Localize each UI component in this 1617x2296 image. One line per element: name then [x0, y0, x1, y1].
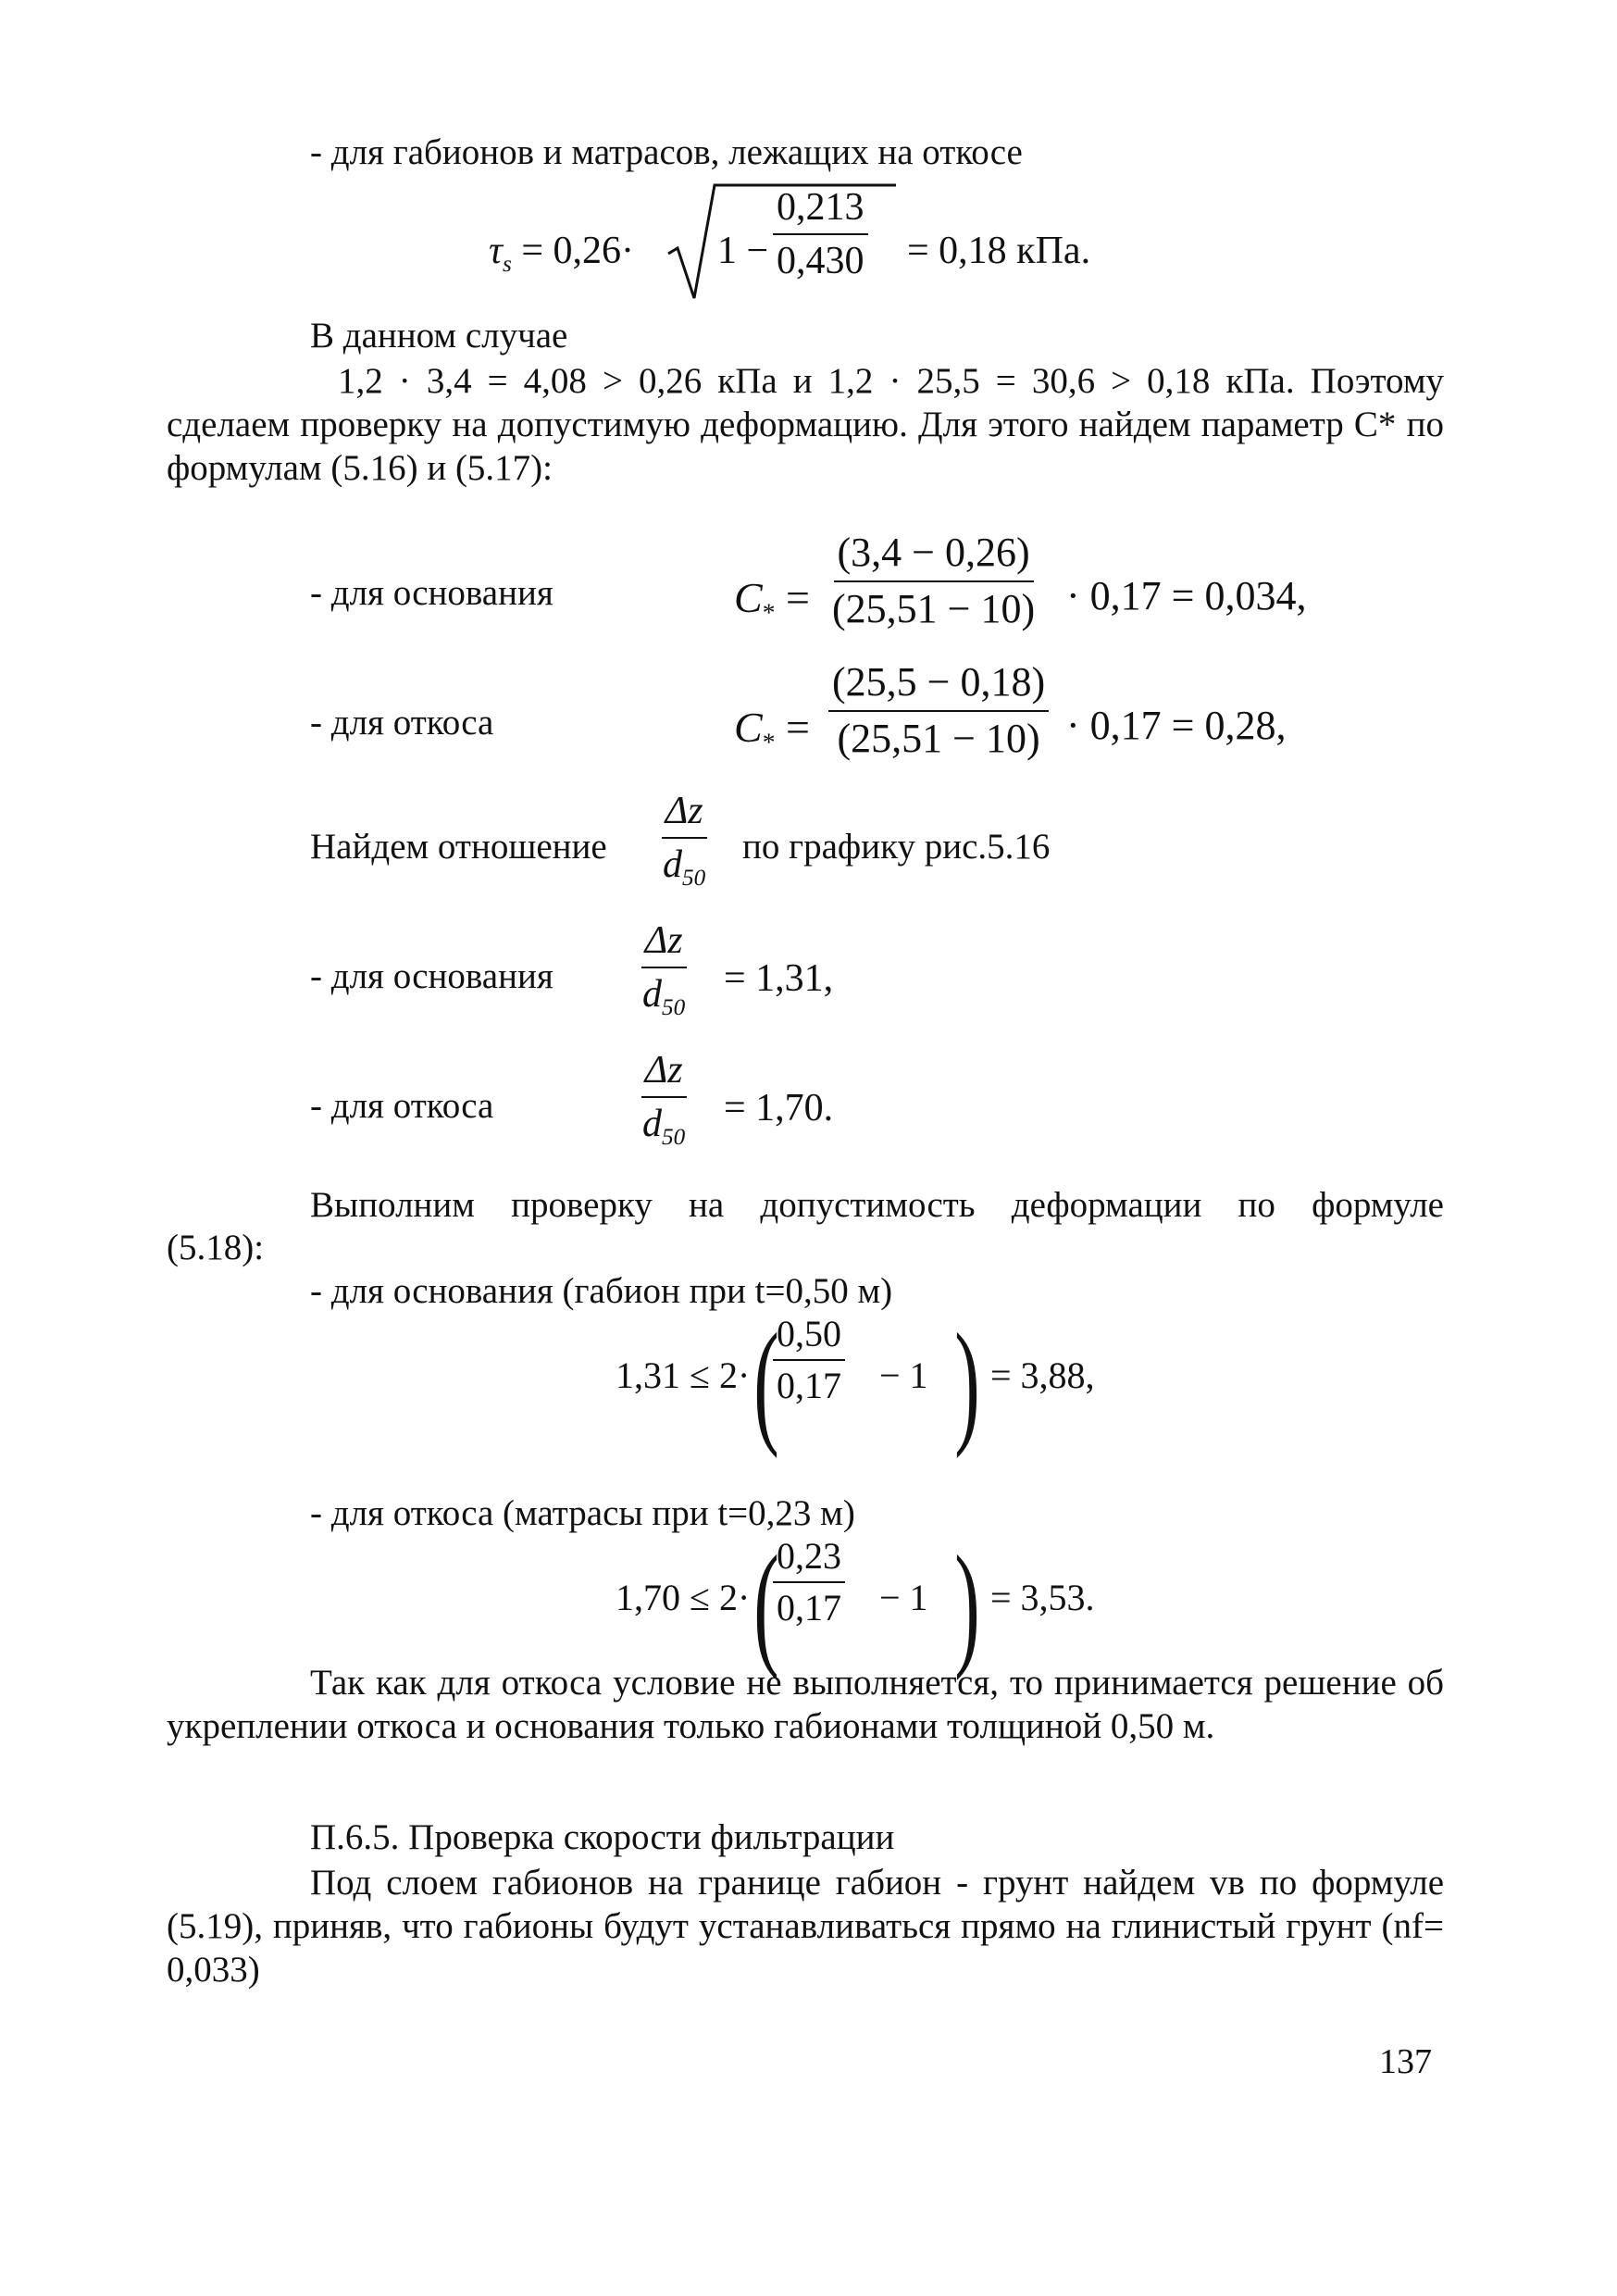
inequality-lhs: 1,70 ≤ 2·: [616, 1577, 751, 1618]
case-label: - для откоса: [310, 703, 494, 742]
fraction-numerator: (3,4 − 0,26): [834, 530, 1034, 582]
equals-sign: =: [785, 574, 810, 621]
fraction-numerator: 0,23: [773, 1535, 845, 1583]
text-line: по графику рис.5.16: [742, 827, 1051, 867]
c-fraction: [828, 530, 1039, 632]
fraction-numerator: (25,5 − 0,18): [828, 659, 1049, 712]
text-line: Выполним проверку на допустимость деформации по формуле: [310, 1185, 1444, 1225]
c-symbol: C: [734, 704, 763, 751]
tau-symbol: τ: [489, 230, 504, 272]
paragraph: Под слоем габионов на границе габион - грунт найдем vв по формуле (5.19), приняв, что габионы будут устанавливаться прямо на глинистый грунт (nf= 0,033): [167, 1863, 1444, 1990]
fraction-denominator: $d_{50}$: [663, 843, 706, 892]
fraction-denominator: 0,17: [777, 1587, 841, 1628]
inequality-lhs: 1,31 ≤ 2·: [616, 1354, 751, 1396]
formula-coefficient: = 0,26·: [521, 230, 635, 272]
case-label: - для основания: [310, 956, 554, 996]
left-paren-icon: (: [753, 1305, 779, 1459]
inequality-fraction: [773, 1535, 845, 1629]
formula-result: · 0,17 = 0,034,: [1066, 573, 1307, 618]
sqrt-one: 1 −: [717, 230, 769, 272]
case-label: - для откоса: [310, 1086, 494, 1126]
minus-one: − 1: [879, 1354, 928, 1396]
page-number: 137: [1379, 2042, 1432, 2081]
fraction-denominator: 0,17: [777, 1365, 841, 1406]
formula-lhs: [734, 702, 810, 757]
text-line: - для основания (габион при t=0,50 м): [310, 1271, 893, 1311]
c-subscript: *: [762, 727, 776, 756]
fraction-denominator: (25,51 − 10): [837, 715, 1040, 761]
sqrt-fraction: [773, 185, 868, 284]
tau-subscript: s: [503, 251, 512, 277]
text-line: (5.18):: [167, 1228, 265, 1267]
minus-one: − 1: [879, 1577, 928, 1618]
formula-result: = 1,31,: [724, 957, 834, 1000]
formula-lhs: [734, 572, 810, 628]
case-label: - для основания: [310, 573, 554, 613]
fraction-numerator: Δz: [662, 789, 707, 839]
formula-result: = 0,18 кПа.: [907, 230, 1091, 272]
fraction-denominator: (25,51 − 10): [832, 585, 1036, 631]
equals-sign: =: [785, 704, 810, 751]
section-heading: П.6.5. Проверка скорости фильтрации: [310, 1817, 895, 1857]
c-symbol: C: [734, 574, 763, 621]
formula-result: = 1,70.: [724, 1087, 834, 1129]
fraction-denominator: $d_{50}$: [642, 1103, 686, 1151]
left-paren-icon: (: [753, 1528, 779, 1681]
text-line: - для откоса (матрасы при t=0,23 м): [310, 1493, 855, 1533]
text-line: В данном случае: [310, 316, 568, 356]
right-paren-icon: ): [954, 1305, 980, 1459]
paragraph: Так как для откоса условие не выполняется, то принимается решение об укреплении откоса и основания только габионами толщиной 0,50 м.: [167, 1663, 1444, 1746]
inequality-fraction: [773, 1313, 845, 1407]
text-line: - для габионов и матрасов, лежащих на откосе: [310, 132, 1023, 172]
formula-lhs: [489, 228, 634, 279]
right-paren-icon: ): [954, 1528, 980, 1681]
fraction-denominator: $d_{50}$: [642, 973, 686, 1021]
ratio-fraction: [639, 918, 689, 1022]
formula-result: = 3,53.: [990, 1577, 1095, 1618]
c-subscript: *: [762, 597, 776, 627]
formula-result: = 3,88,: [990, 1354, 1095, 1396]
fraction-denominator: 0,430: [777, 240, 864, 283]
fraction-numerator: 0,213: [773, 185, 868, 235]
text-line: Найдем отношение: [310, 827, 607, 867]
paragraph: 1,2 · 3,4 = 4,08 > 0,26 кПа и 1,2 · 25,5 = 30,6 > 0,18 кПа. Поэтому сделаем проверку на допустимую деформацию. Для этого найдем параметр C* по формулам (5.16) и (5.17):: [167, 361, 1444, 488]
ratio-fraction: [659, 789, 709, 892]
fraction-numerator: 0,50: [773, 1313, 845, 1361]
fraction-numerator: Δz: [641, 918, 687, 968]
ratio-fraction: [639, 1048, 689, 1152]
c-fraction: [828, 659, 1049, 762]
fraction-numerator: Δz: [641, 1048, 687, 1098]
formula-result: · 0,17 = 0,28,: [1066, 703, 1287, 748]
